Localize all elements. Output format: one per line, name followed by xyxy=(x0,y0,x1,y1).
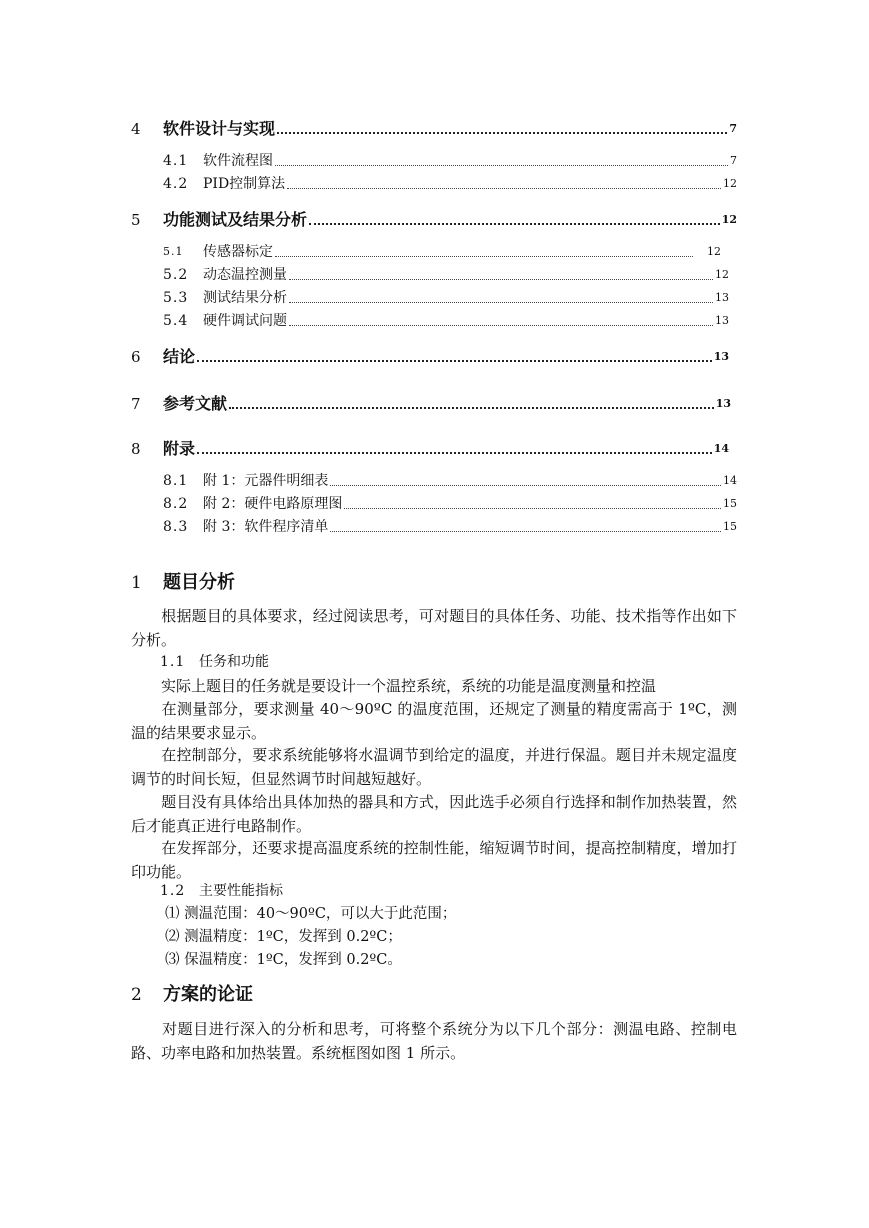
toc-page-number: 13 xyxy=(713,350,729,363)
paragraph: 在发挥部分，还要求提高温度系统的控制性能，缩短调节时间，提高控制精度，增加打印功能。 xyxy=(131,839,737,881)
toc-entry-8[interactable] xyxy=(131,437,729,459)
section-title: 方案的论证 xyxy=(163,984,253,1005)
toc-number: 7 xyxy=(131,395,141,413)
spec-item: ⑴ 测温范围：40～90ºC，可以大于此范围； xyxy=(165,906,457,922)
toc-title: 软件设计与实现 xyxy=(163,119,276,138)
toc-number: 5 xyxy=(131,211,141,229)
dot-leader xyxy=(277,131,727,134)
toc-page-number: 12 xyxy=(723,177,737,190)
toc-page-number: 12 xyxy=(721,213,737,226)
subsection-number: 1.2 xyxy=(160,883,186,899)
toc-title: 功能测试及结果分析 xyxy=(163,210,308,229)
dot-leader xyxy=(289,278,713,280)
dot-leader xyxy=(330,484,721,486)
dot-leader xyxy=(229,406,714,409)
paragraph-intro: 根据题目的具体要求，经过阅读思考，可对题目的具体任务、功能、技术指等作出如下分析。 xyxy=(131,607,737,649)
toc-page-number: 13 xyxy=(715,291,729,304)
toc-entry-8-2[interactable] xyxy=(163,495,737,513)
toc-entry-8-3[interactable] xyxy=(163,518,737,536)
toc-title: 附 3：软件程序清单 xyxy=(203,519,329,535)
section-title: 题目分析 xyxy=(163,572,235,593)
section-number: 2 xyxy=(131,985,142,1005)
spec-item: ⑶ 保温精度：1ºC，发挥到 0.2ºC。 xyxy=(165,952,402,968)
toc-number: 8 xyxy=(131,440,141,458)
toc-number: 4.2 xyxy=(163,176,189,192)
dot-leader xyxy=(197,451,712,454)
toc-page-number: 13 xyxy=(715,397,731,410)
toc-entry-4-1[interactable] xyxy=(163,152,737,170)
toc-page-number: 12 xyxy=(715,268,729,281)
paragraph: 实际上题目的任务就是要设计一个温控系统，系统的功能是温度测量和控温 xyxy=(131,677,657,695)
toc-number: 5.2 xyxy=(163,267,189,283)
toc-entry-6[interactable] xyxy=(131,345,729,367)
toc-entry-8-1[interactable] xyxy=(163,472,737,490)
toc-page-number: 15 xyxy=(723,520,737,533)
dot-leader xyxy=(309,222,720,225)
section-heading-1 xyxy=(131,572,235,594)
toc-page-number: 15 xyxy=(723,497,737,510)
toc-number: 6 xyxy=(131,348,141,366)
subsection-heading-1-1 xyxy=(160,652,269,672)
dot-leader xyxy=(197,359,712,362)
toc-number: 5.1 xyxy=(163,245,184,258)
paragraph: 题目没有具体给出具体加热的器具和方式，因此选手必须自行选择和制作加热装置，然后才能真正进行电路制作。 xyxy=(131,793,737,835)
toc-page-number: 7 xyxy=(729,122,737,135)
dot-leader xyxy=(275,164,728,166)
toc-entry-4[interactable] xyxy=(131,117,737,139)
section-heading-2 xyxy=(131,984,253,1006)
toc-number: 8.1 xyxy=(163,473,189,489)
toc-entry-4-2[interactable] xyxy=(163,175,737,193)
toc-title: 动态温控测量 xyxy=(203,267,287,283)
toc-title: 传感器标定 xyxy=(203,244,273,260)
toc-entry-7[interactable] xyxy=(131,392,731,414)
toc-entry-5[interactable] xyxy=(131,208,737,230)
toc-title: 硬件调试问题 xyxy=(203,313,287,329)
toc-entry-5-3[interactable] xyxy=(163,289,729,307)
toc-entry-5-4[interactable] xyxy=(163,312,729,330)
dot-leader xyxy=(330,530,721,532)
toc-number: 5.3 xyxy=(163,290,189,306)
toc-page-number: 12 xyxy=(707,245,721,258)
toc-number: 4.1 xyxy=(163,153,189,169)
paragraph: 对题目进行深入的分析和思考，可将整个系统分为以下几个部分：测温电路、控制电路、功率电路和加热装置。系统框图如图 1 所示。 xyxy=(131,1020,737,1062)
dot-leader xyxy=(287,187,721,189)
subsection-title: 主要性能指标 xyxy=(199,883,283,899)
dot-leader xyxy=(289,324,713,326)
toc-title: 结论 xyxy=(163,347,196,366)
toc-page-number: 13 xyxy=(715,314,729,327)
toc-entry-5-1[interactable] xyxy=(163,243,721,261)
toc-number: 8.3 xyxy=(163,519,189,535)
paragraph: 在测量部分，要求测量 40～90ºC 的温度范围，还规定了测量的精度需高于 1ºC，测温的结果要求显示。 xyxy=(131,700,737,742)
toc-title: 软件流程图 xyxy=(203,153,273,169)
dot-leader xyxy=(275,255,693,257)
dot-leader xyxy=(344,507,721,509)
section-number: 1 xyxy=(131,573,142,593)
spec-item: ⑵ 测温精度：1ºC，发挥到 0.2ºC； xyxy=(165,929,402,945)
subsection-heading-1-2 xyxy=(160,881,283,901)
toc-title: 参考文献 xyxy=(163,394,228,413)
toc-title: 测试结果分析 xyxy=(203,290,287,306)
toc-title: 附 2：硬件电路原理图 xyxy=(203,496,343,512)
toc-entry-5-2[interactable] xyxy=(163,266,729,284)
toc-title: PID控制算法 xyxy=(203,176,286,192)
toc-page-number: 7 xyxy=(730,154,737,167)
subsection-number: 1.1 xyxy=(160,654,186,670)
toc-number: 5.4 xyxy=(163,313,189,329)
toc-number: 8.2 xyxy=(163,496,189,512)
subsection-title: 任务和功能 xyxy=(199,654,269,670)
toc-title: 附录 xyxy=(163,439,196,458)
paragraph: 在控制部分，要求系统能够将水温调节到给定的温度，并进行保温。题目并未规定温度调节的时间长短，但显然调节时间越短越好。 xyxy=(131,746,737,788)
toc-page-number: 14 xyxy=(723,474,737,487)
toc-page-number: 14 xyxy=(713,442,729,455)
toc-title: 附 1：元器件明细表 xyxy=(203,473,329,489)
toc-number: 4 xyxy=(131,120,141,138)
dot-leader xyxy=(289,301,713,303)
